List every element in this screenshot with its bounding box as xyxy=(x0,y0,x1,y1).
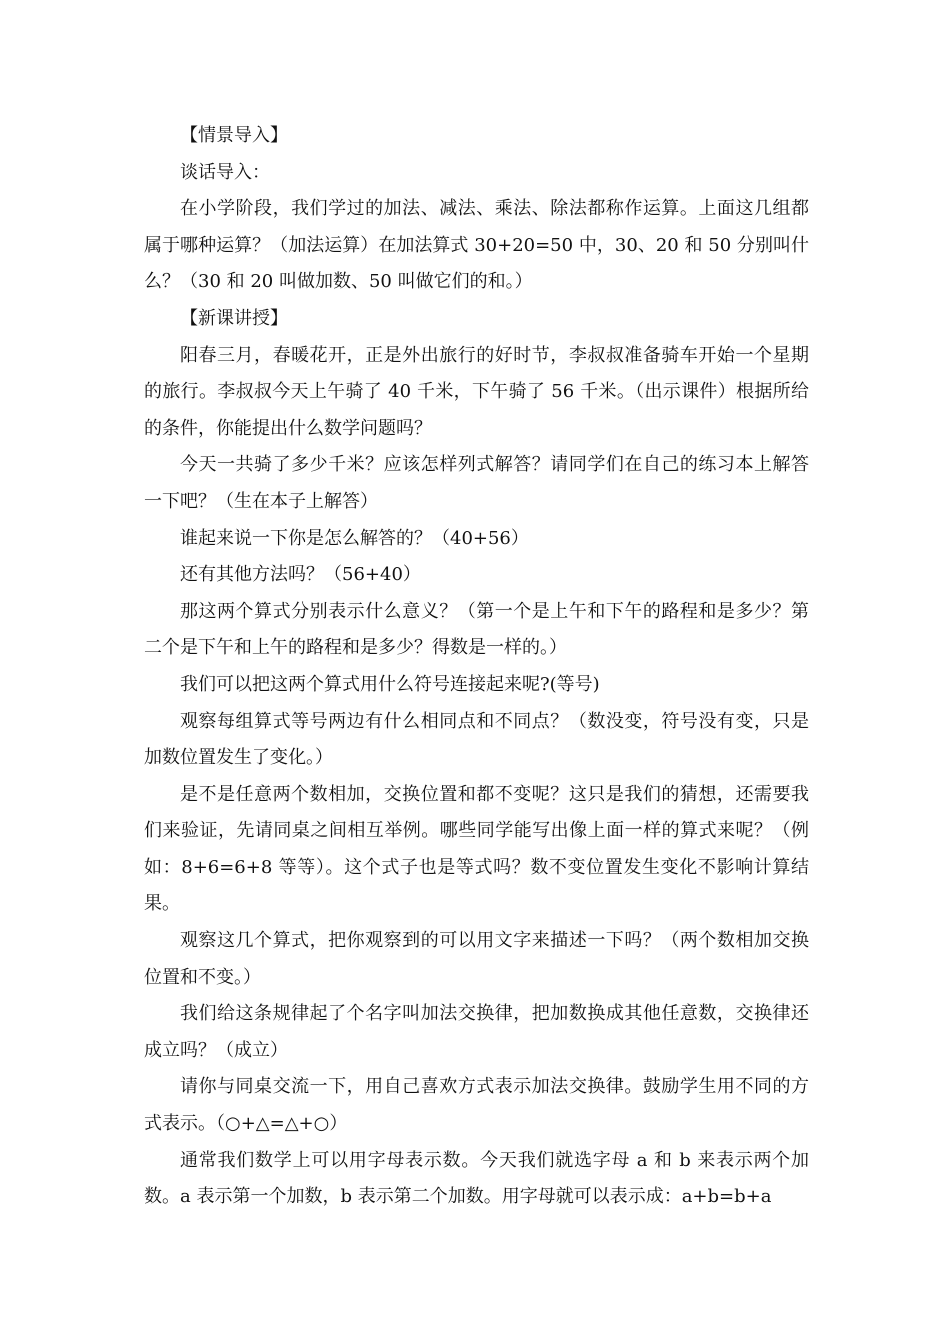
paragraph-spring-trip: 阳春三月，春暖花开，正是外出旅行的好时节，李叔叔准备骑车开始一个星期的旅行。李叔叔今天上午骑了 40 千米，下午骑了 56 千米。（出示课件）根据所给的条件，你能提出什么数学问题吗？ xyxy=(144,344,809,439)
paragraph-operations: 在小学阶段，我们学过的加法、减法、乘法、除法都称作运算。上面这几组都属于哪种运算？（加法运算）在加法算式 30+20=50 中，30、20 和 50 分别叫什么？（30 和 20 叫做加数、50 叫做它们的和。） xyxy=(144,198,809,293)
paragraph-letters: 通常我们数学上可以用字母表示数。今天我们就选字母 a 和 b 来表示两个加数。a 表示第一个加数，b 表示第二个加数。用字母就可以表示成：a+b=b+a xyxy=(144,1149,809,1208)
paragraph-verify: 是不是任意两个数相加，交换位置和都不变呢？这只是我们的猜想，还需要我们来验证，先请同桌之间相互举例。哪些同学能写出像上面一样的算式来呢？（例如：8+6=6+8 等等）。这个式子也是等式吗？数不变位置发生变化不影响计算结果。 xyxy=(144,783,809,915)
paragraph-describe: 观察这几个算式，把你观察到的可以用文字来描述一下吗？（两个数相加交换位置和不变。） xyxy=(144,930,809,988)
paragraph-total-distance: 今天一共骑了多少千米？应该怎样列式解答？请同学们在自己的练习本上解答一下吧？（生在本子上解答） xyxy=(144,454,809,512)
paragraph-talk-intro: 谈话导入： xyxy=(180,161,270,183)
paragraph-answer-one: 谁起来说一下你是怎么解答的？（40+56） xyxy=(180,527,529,549)
paragraph-meaning: 那这两个算式分别表示什么意义？（第一个是上午和下午的路程和是多少？第二个是下午和上午的路程和是多少？得数是一样的。） xyxy=(144,600,809,659)
paragraph-answer-two: 还有其他方法吗？（56+40） xyxy=(180,564,421,586)
paragraph-observe-sides: 观察每组算式等号两边有什么相同点和不同点？（数没变，符号没有变，只是加数位置发生了变化。） xyxy=(144,710,809,769)
section-heading-intro: 【情景导入】 xyxy=(180,125,288,146)
section-heading-new-lesson: 【新课讲授】 xyxy=(180,307,288,329)
paragraph-symbols: 请你与同桌交流一下，用自己喜欢方式表示加法交换律。鼓励学生用不同的方式表示。（○+△=△+○） xyxy=(144,1076,809,1135)
paragraph-commutative-law: 我们给这条规律起了个名字叫加法交换律，把加数换成其他任意数，交换律还成立吗？（成立） xyxy=(144,1003,809,1061)
paragraph-equal-sign: 我们可以把这两个算式用什么符号连接起来呢?(等号) xyxy=(180,673,600,695)
document-page xyxy=(144,118,809,1216)
